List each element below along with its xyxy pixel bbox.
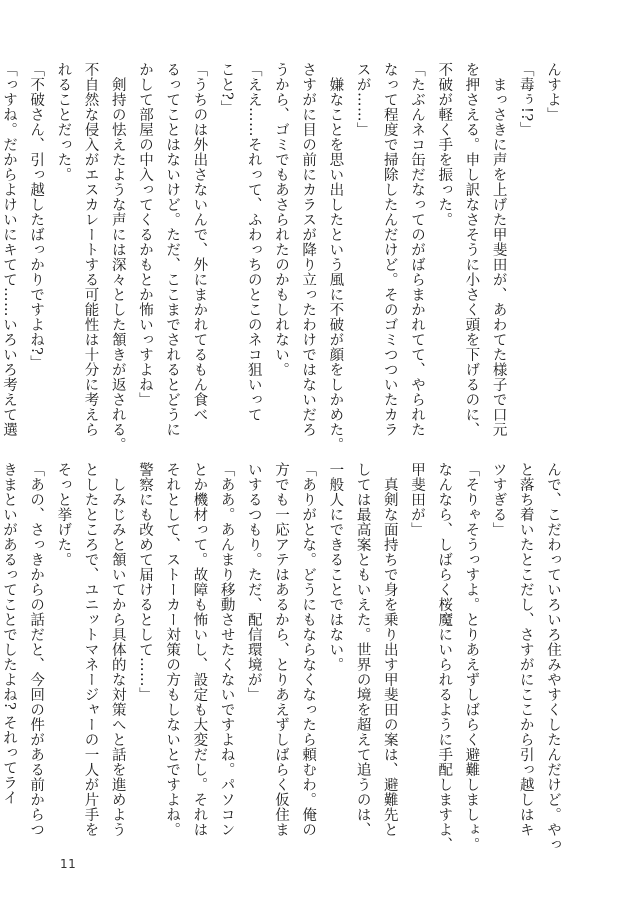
text-line: とか機材って。故障も怖いし、設定も大変だし。それは	[191, 462, 208, 837]
text-line: 「ええ……それって、ふわっちのとこのネコ狙いって	[245, 62, 262, 422]
text-line: 「不破さん、引っ越したばっかりですよね?」	[28, 62, 45, 371]
text-line: かして部屋の中入ってくるかもとか怖いっすよね」	[136, 62, 153, 407]
text-line: 真剣な面持ちで身を乗り出す甲斐田の案は、避難先と	[381, 462, 398, 837]
text-line: 不自然な侵入がエスカレートする可能性は十分に考えら	[82, 62, 99, 437]
text-line: 不破が軽く手を振った。	[436, 62, 453, 227]
text-line: うから、ゴミでもあさられたのかもしれない。	[272, 62, 289, 377]
text-line: 「っすね。だからよけいにキてて……いろいろ考えて選	[0, 62, 17, 437]
text-line: そっと挙げた。	[55, 462, 72, 567]
text-line: 「毒ぅ!?」	[517, 62, 534, 137]
text-line: 「たぶんネコ缶だなってのがばらまかれてて、やられた	[408, 62, 425, 437]
text-line: るってことはないけど。ただ、ここまでされるとどうに	[164, 62, 181, 437]
text-line: んで、こだわっていろいろ住みやすくしたんだけど。やっ	[545, 462, 561, 852]
text-line: なって程度で掃除したんだけど。そのゴミつついたカラ	[381, 62, 398, 437]
text-block-lower	[0, 462, 566, 852]
text-line: 「そりゃそうっすよ。とりあえずしばらく避難しましょ。	[463, 462, 480, 852]
text-line: んすよ」	[545, 62, 561, 122]
text-line: さすがに目の前にカラスが降り立ったわけではないだろ	[300, 62, 317, 437]
text-line: しては最高案ともいえた。世界の境を超えて追うのは、	[354, 462, 371, 837]
text-line: 「ありがとな。どうにもならなくなったら頼むわ。俺の	[300, 462, 317, 837]
text-line: 「うちのは外出さないんで、外にまかれてるもん食べ	[191, 62, 208, 422]
text-line: 嫌なことを思い出したという風に不破が顔をしかめた。	[327, 62, 344, 452]
text-line: 方でも一応アテはあるから、とりあえずしばらく仮住ま	[272, 462, 289, 837]
text-line: 警察にも改めて届けるとして……」	[136, 462, 153, 702]
text-line: 一般人にできることではない。	[327, 462, 344, 672]
text-line: 剣持の怯えたような声には深々とした頷きが返される。	[109, 62, 126, 452]
text-line: と落ち着いたとこだし、さすがにここから引っ越しはキ	[517, 462, 534, 837]
text-block-upper	[0, 62, 566, 452]
text-line: 「ああ。あんまり移動させたくないですよね。パソコン	[218, 462, 235, 837]
text-line: きまといがあるってことでしたよね? それってライ	[0, 462, 17, 806]
text-line: としたところで、ユニットマネージャーの一人が片手を	[82, 462, 99, 837]
text-line: れることだった。	[55, 62, 72, 182]
text-line: いするつもり。ただ、配信環境が」	[245, 462, 262, 702]
text-line: スが……」	[354, 62, 371, 137]
text-line: ツすぎる」	[490, 462, 507, 537]
text-line: まっさきに声を上げた甲斐田が、あわてた様子で口元	[490, 62, 507, 437]
text-line: 「あの、さっきからの話だと、今回の件がある前からつ	[28, 462, 45, 837]
text-line: 甲斐田が」	[408, 462, 425, 537]
text-line: しみじみと頷いてから具体的な対策へと話を進めよう	[109, 462, 126, 837]
text-line: それとして、ストーカー対策の方もしないとですよね。	[164, 462, 181, 837]
page-number: 11	[60, 857, 77, 871]
text-line: を押さえる。申し訳なさそうに小さく頭を下げるのに、	[463, 62, 480, 437]
text-line: なんなら、しばらく桜魔にいられるように手配しますよ、	[436, 462, 453, 852]
text-line: こと?」	[218, 62, 235, 116]
